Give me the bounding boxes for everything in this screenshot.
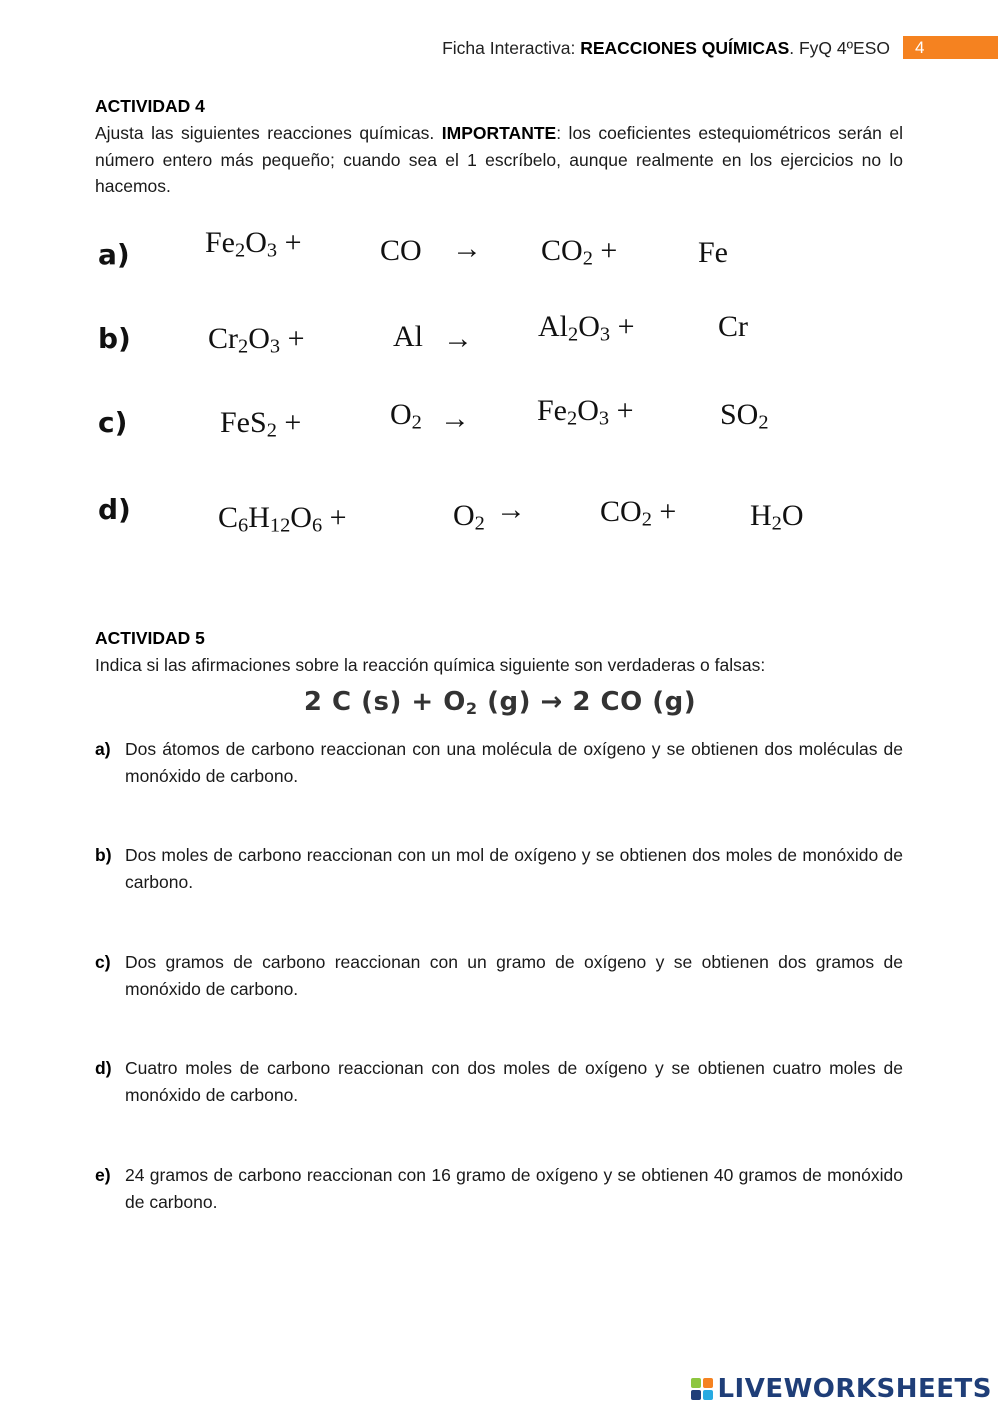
equation-label: a) <box>98 238 130 271</box>
statement-item <box>95 1055 903 1108</box>
logo-square-green <box>691 1378 701 1388</box>
equation-label: d) <box>98 493 131 526</box>
statement-item <box>95 842 903 895</box>
product-1: $CO_2$ + <box>541 234 618 270</box>
logo-text: LIVEWORKSHEETS <box>717 1374 992 1404</box>
reactant-2: $O_2$ <box>453 499 485 535</box>
statement-item <box>95 949 903 1002</box>
reactant-2: Al <box>393 320 423 353</box>
reactant-1: $C_6H_{12}O_6$ + <box>218 501 347 537</box>
statement-label: c) <box>95 952 111 972</box>
reactant-1: $Fe_2O_3$ + <box>205 226 302 262</box>
statement-label: b) <box>95 845 112 865</box>
statement-label: d) <box>95 1058 112 1078</box>
reactant-2: CO <box>380 234 422 267</box>
product-1: $CO_2$ + <box>600 495 677 531</box>
reactant-1: $Cr_2O_3$ + <box>208 322 305 358</box>
statement-text: Dos moles de carbono reaccionan con un mol de oxígeno y se obtienen dos moles de monóxido de carbono. <box>125 845 903 892</box>
actividad5-instruction: Indica si las afirmaciones sobre la reacción química siguiente son verdaderas o falsas: <box>95 655 766 675</box>
product-2: Cr <box>718 310 748 343</box>
reaction-arrow: → <box>496 493 526 526</box>
actividad5-title: ACTIVIDAD 5 <box>95 628 205 648</box>
statement-text: 24 gramos de carbono reaccionan con 16 gramo de oxígeno y se obtienen 40 gramos de monóxido de carbono. <box>125 1165 903 1212</box>
product-1: $Fe_2O_3$ + <box>537 394 634 430</box>
logo-icon <box>691 1378 713 1400</box>
reactant-1: FeS$_2$ + <box>220 406 302 442</box>
statement-text: Cuatro moles de carbono reaccionan con dos moles de oxígeno y se obtienen cuatro moles de monóxido de carbono. <box>125 1058 903 1105</box>
product-2: $H_2O$ <box>750 499 804 535</box>
statement-item <box>95 1162 903 1215</box>
reaction-equation: 2 C $(s) + O_2$ (g) → 2 CO (g) <box>303 687 697 719</box>
page-number-badge: 4 <box>903 36 998 59</box>
logo-square-blue <box>691 1390 701 1400</box>
actividad4-title: ACTIVIDAD 4 <box>95 96 205 116</box>
product-1: $Al_2O_3$ + <box>538 310 635 346</box>
logo-square-orange <box>703 1378 713 1388</box>
product-2: $SO_2$ <box>720 398 769 434</box>
statement-item <box>95 736 903 789</box>
statement-text: Dos átomos de carbono reaccionan con una molécula de oxígeno y se obtienen dos moléculas de monóxido de carbono. <box>125 739 903 786</box>
reaction-arrow: → <box>440 402 470 435</box>
reactant-2: $O_2$ <box>390 398 422 434</box>
statement-text: Dos gramos de carbono reaccionan con un gramo de oxígeno y se obtienen dos gramos de monóxido de carbono. <box>125 952 903 999</box>
statement-label: e) <box>95 1165 111 1185</box>
reaction-arrow: → <box>452 232 482 265</box>
statement-label: a) <box>95 739 111 759</box>
product-2: Fe <box>698 236 728 269</box>
page-header <box>0 34 1000 60</box>
header-title: Ficha Interactiva: REACCIONES QUÍMICAS. FyQ 4ºESO <box>442 38 890 58</box>
logo-square-teal <box>703 1390 713 1400</box>
liveworksheets-logo <box>691 1373 992 1405</box>
equation-label: c) <box>98 406 128 439</box>
reaction-arrow: → <box>443 322 473 355</box>
actividad4-instruction: Ajusta las siguientes reacciones químicas. IMPORTANTE: los coeficientes estequiométricos serán el número entero más pequeño; cuando sea el 1 escríbelo, aunque realmente en los ejercicios no lo hacemos. <box>95 123 903 196</box>
equation-label: b) <box>98 322 131 355</box>
